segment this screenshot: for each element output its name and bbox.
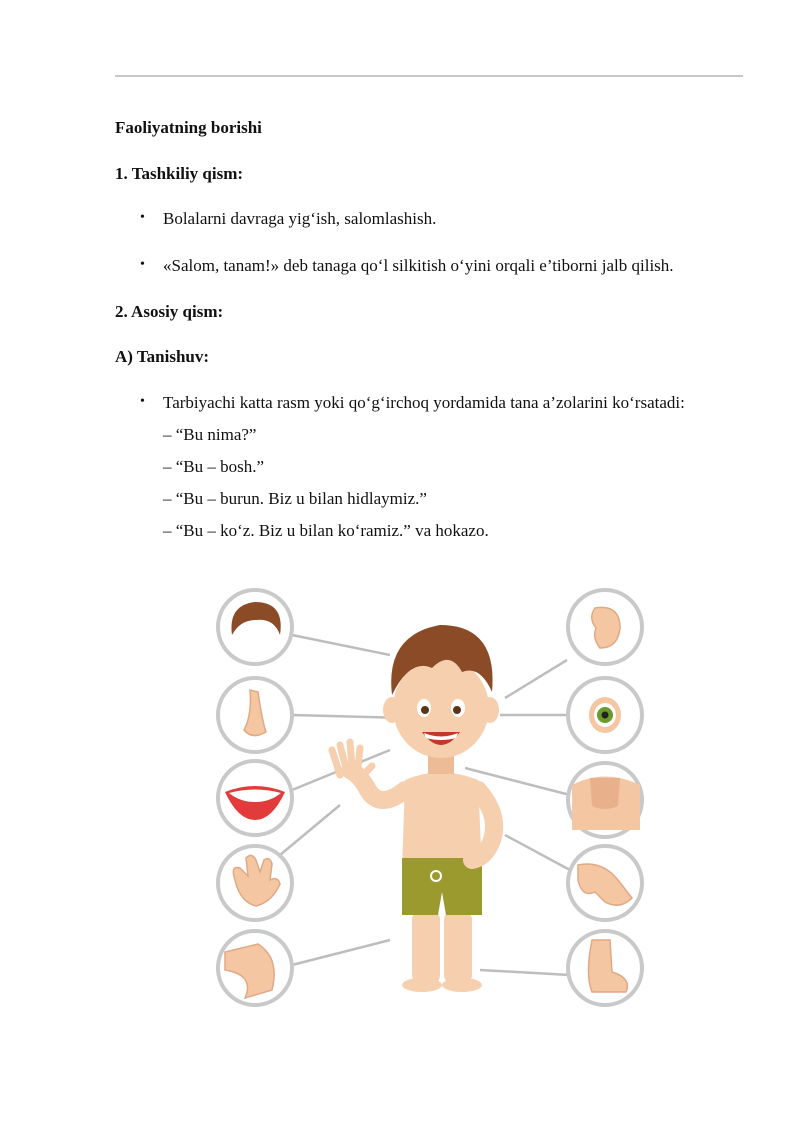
- nose-icon: [218, 678, 292, 752]
- list-item-text: Tarbiyachi katta rasm yoki qo‘g‘irchoq yordamida tana a’zolarini ko‘rsatadi:: [163, 393, 685, 412]
- header-rule: [115, 75, 743, 77]
- list-item-text: Bolalarni davraga yig‘ish, salomlashish.: [163, 209, 437, 228]
- neck-icon: [568, 763, 642, 837]
- boy-figure: [332, 625, 499, 992]
- hand-icon: [218, 846, 292, 920]
- section1-title: 1. Tashkiliy qism:: [115, 164, 244, 183]
- body-parts-illustration: [200, 580, 660, 1030]
- hair-icon: [218, 590, 292, 664]
- subsection-a-title: A) Tanishuv:: [115, 347, 210, 366]
- mouth-icon: [218, 761, 292, 835]
- dialogue-line: – “Bu – burun. Biz u bilan hidlaymiz.”: [163, 489, 427, 508]
- bullet-icon: •: [140, 394, 145, 409]
- page-heading: Faoliyatning borishi: [115, 118, 262, 137]
- dialogue-line: – “Bu – bosh.”: [163, 457, 265, 476]
- ear-icon: [568, 590, 642, 664]
- knee-icon: [218, 931, 292, 1005]
- section2-title: 2. Asosiy qism:: [115, 302, 224, 321]
- list-item-text: «Salom, tanam!» deb tanaga qo‘l silkitish o‘yini orqali e’tiborni jalb qilish.: [163, 256, 674, 275]
- dialogue-line: – “Bu – ko‘z. Biz u bilan ko‘ramiz.” va hokazo.: [163, 521, 489, 540]
- eye-icon: [568, 678, 642, 752]
- bullet-icon: •: [140, 257, 145, 272]
- foot-icon: [568, 931, 642, 1005]
- bullet-icon: •: [140, 210, 145, 225]
- dialogue-line: – “Bu nima?”: [163, 425, 257, 444]
- elbow-icon: [568, 846, 642, 920]
